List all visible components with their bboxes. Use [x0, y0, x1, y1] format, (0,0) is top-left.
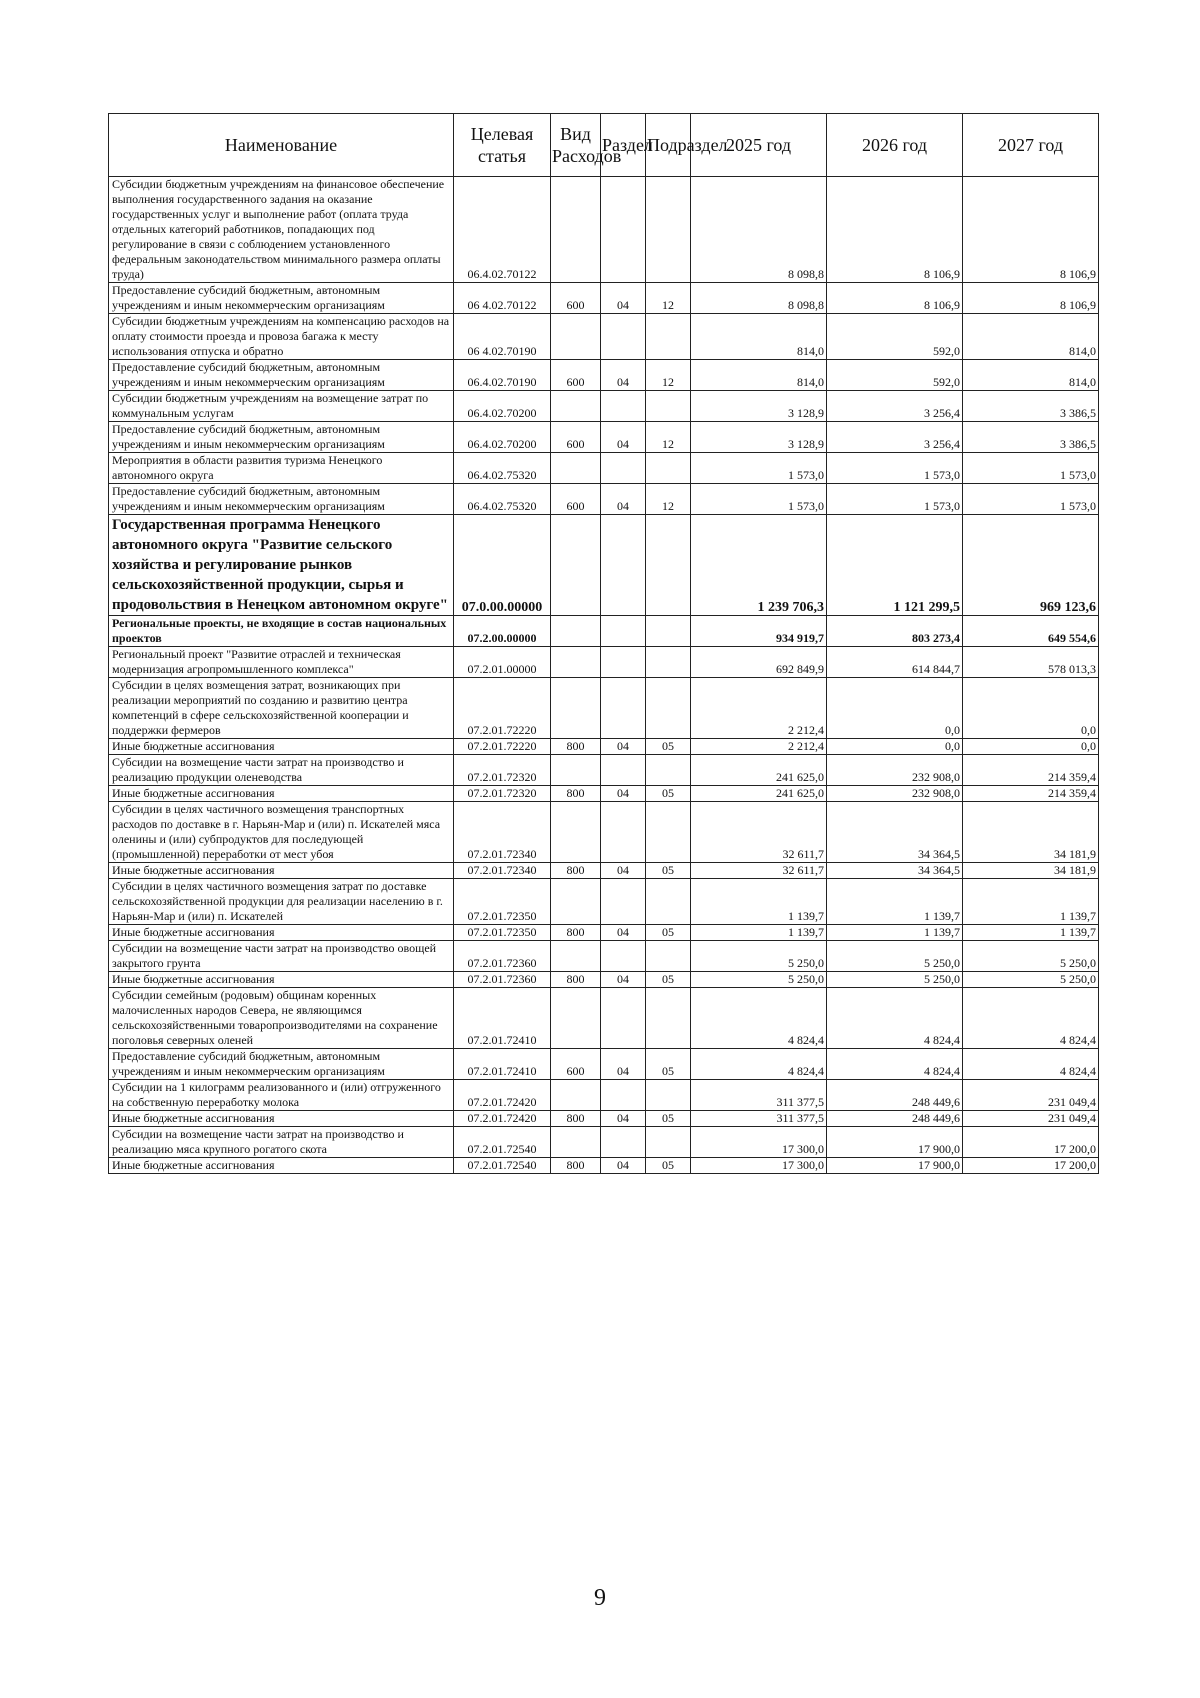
table-row: [109, 863, 1099, 879]
cell-2026: 4 824,4: [827, 988, 963, 1049]
cell-2026: 8 106,9: [827, 283, 963, 314]
table-row: [109, 1080, 1099, 1111]
cell-subsection: [646, 647, 691, 678]
cell-2027: 5 250,0: [963, 972, 1099, 988]
cell-target-code: 07.2.00.00000: [454, 616, 551, 647]
cell-kind: [551, 879, 601, 925]
table-row: [109, 453, 1099, 484]
cell-target-code: 06.4.02.70122: [454, 177, 551, 283]
cell-2025: 2 212,4: [691, 678, 827, 739]
cell-subsection: [646, 755, 691, 786]
cell-2027: 969 123,6: [963, 515, 1099, 616]
cell-subsection: [646, 453, 691, 484]
cell-2026: 232 908,0: [827, 755, 963, 786]
table-row: [109, 678, 1099, 739]
cell-2026: 5 250,0: [827, 972, 963, 988]
cell-2026: 5 250,0: [827, 941, 963, 972]
cell-name: Иные бюджетные ассигнования: [109, 925, 454, 941]
cell-kind: 600: [551, 283, 601, 314]
cell-section: [601, 453, 646, 484]
table-row: [109, 422, 1099, 453]
budget-table: [108, 113, 1099, 1174]
cell-2025: 1 139,7: [691, 925, 827, 941]
cell-subsection: 05: [646, 863, 691, 879]
cell-2027: 3 386,5: [963, 422, 1099, 453]
cell-kind: 800: [551, 863, 601, 879]
cell-kind: [551, 941, 601, 972]
header-2027: 2027 год: [963, 114, 1099, 177]
cell-kind: 800: [551, 1111, 601, 1127]
table-row: [109, 1049, 1099, 1080]
cell-2026: 614 844,7: [827, 647, 963, 678]
cell-section: 04: [601, 739, 646, 755]
cell-2027: 814,0: [963, 360, 1099, 391]
cell-target-code: 06 4.02.70122: [454, 283, 551, 314]
cell-2025: 5 250,0: [691, 972, 827, 988]
cell-target-code: 06.4.02.75320: [454, 484, 551, 515]
cell-2027: 0,0: [963, 739, 1099, 755]
header-2025: 2025 год: [691, 114, 827, 177]
cell-section: 04: [601, 484, 646, 515]
cell-section: 04: [601, 1049, 646, 1080]
cell-2026: 0,0: [827, 678, 963, 739]
cell-target-code: 06.4.02.70190: [454, 360, 551, 391]
cell-2027: 214 359,4: [963, 786, 1099, 802]
cell-2027: 649 554,6: [963, 616, 1099, 647]
cell-kind: [551, 1127, 601, 1158]
cell-name: Предоставление субсидий бюджетным, автономным учреждениям и иным некоммерческим организациям: [109, 360, 454, 391]
cell-section: 04: [601, 422, 646, 453]
cell-subsection: 05: [646, 739, 691, 755]
cell-name: Иные бюджетные ассигнования: [109, 863, 454, 879]
cell-2026: 592,0: [827, 360, 963, 391]
cell-2026: 17 900,0: [827, 1158, 963, 1174]
cell-target-code: 07.0.00.00000: [454, 515, 551, 616]
cell-name: Субсидии семейным (родовым) общинам коренных малочисленных народов Севера, не являющимся сельскохозяйственными товаропроизводителями на сохранение поголовья северных оленей: [109, 988, 454, 1049]
table-row: [109, 802, 1099, 863]
cell-section: 04: [601, 360, 646, 391]
cell-section: 04: [601, 863, 646, 879]
cell-kind: [551, 678, 601, 739]
cell-2025: 1 573,0: [691, 453, 827, 484]
cell-2026: 592,0: [827, 314, 963, 360]
cell-name: Субсидии в целях возмещения затрат, возникающих при реализации мероприятий по созданию и развитию центра компетенций в сфере сельскохозяйственной кооперации и поддержки фермеров: [109, 678, 454, 739]
cell-subsection: [646, 941, 691, 972]
cell-name: Предоставление субсидий бюджетным, автономным учреждениям и иным некоммерческим организациям: [109, 484, 454, 515]
cell-subsection: 12: [646, 360, 691, 391]
cell-2027: 4 824,4: [963, 988, 1099, 1049]
cell-section: [601, 755, 646, 786]
header-kind: Вид Расходов: [551, 114, 601, 177]
cell-2027: 17 200,0: [963, 1127, 1099, 1158]
cell-2025: 1 573,0: [691, 484, 827, 515]
cell-2025: 241 625,0: [691, 786, 827, 802]
cell-2027: 34 181,9: [963, 863, 1099, 879]
cell-2026: 4 824,4: [827, 1049, 963, 1080]
cell-2025: 8 098,8: [691, 177, 827, 283]
cell-target-code: 07.2.01.00000: [454, 647, 551, 678]
cell-2026: 3 256,4: [827, 422, 963, 453]
cell-subsection: [646, 678, 691, 739]
cell-2025: 1 139,7: [691, 879, 827, 925]
cell-2025: 1 239 706,3: [691, 515, 827, 616]
table-row: [109, 1111, 1099, 1127]
cell-target-code: 07.2.01.72360: [454, 941, 551, 972]
cell-name: Государственная программа Ненецкого автономного округа "Развитие сельского хозяйства и регулирование рынков сельскохозяйственной продукции, сырья и продовольствия в Ненецком автономном округе": [109, 515, 454, 616]
cell-2025: 3 128,9: [691, 391, 827, 422]
cell-target-code: 07.2.01.72420: [454, 1111, 551, 1127]
cell-2026: 1 121 299,5: [827, 515, 963, 616]
header-section: Раздел: [601, 114, 646, 177]
cell-section: 04: [601, 1111, 646, 1127]
table-row: [109, 786, 1099, 802]
cell-subsection: 12: [646, 484, 691, 515]
cell-subsection: [646, 1080, 691, 1111]
cell-2025: 241 625,0: [691, 755, 827, 786]
cell-target-code: 07.2.01.72540: [454, 1127, 551, 1158]
cell-2026: 17 900,0: [827, 1127, 963, 1158]
cell-kind: [551, 314, 601, 360]
cell-subsection: 05: [646, 1049, 691, 1080]
table-row: [109, 391, 1099, 422]
cell-subsection: [646, 391, 691, 422]
cell-name: Субсидии на возмещение части затрат на производство и реализацию мяса крупного рогатого скота: [109, 1127, 454, 1158]
cell-2025: 311 377,5: [691, 1080, 827, 1111]
cell-kind: [551, 453, 601, 484]
cell-subsection: [646, 515, 691, 616]
cell-2025: 4 824,4: [691, 988, 827, 1049]
cell-2025: 17 300,0: [691, 1127, 827, 1158]
cell-target-code: 07.2.01.72360: [454, 972, 551, 988]
table-row: [109, 739, 1099, 755]
cell-subsection: 12: [646, 422, 691, 453]
cell-section: [601, 941, 646, 972]
cell-2025: 934 919,7: [691, 616, 827, 647]
cell-kind: [551, 616, 601, 647]
cell-kind: [551, 755, 601, 786]
cell-2025: 692 849,9: [691, 647, 827, 678]
cell-name: Предоставление субсидий бюджетным, автономным учреждениям и иным некоммерческим организациям: [109, 422, 454, 453]
cell-name: Субсидии в целях частичного возмещения транспортных расходов по доставке в г. Нарьян-Мар и (или) п. Искателей мяса оленины и (или) субпродуктов для последующей (промышленной) переработки от мест убоя: [109, 802, 454, 863]
cell-target-code: 06.4.02.75320: [454, 453, 551, 484]
cell-2026: 3 256,4: [827, 391, 963, 422]
table-row: [109, 647, 1099, 678]
cell-2026: 34 364,5: [827, 802, 963, 863]
table-row: [109, 972, 1099, 988]
cell-2025: 814,0: [691, 314, 827, 360]
cell-section: [601, 988, 646, 1049]
header-target: Целевая статья: [454, 114, 551, 177]
cell-subsection: [646, 988, 691, 1049]
cell-2025: 4 824,4: [691, 1049, 827, 1080]
table-row: [109, 755, 1099, 786]
cell-name: Региональный проект "Развитие отраслей и техническая модернизация агропромышленного комплекса": [109, 647, 454, 678]
table-row: [109, 941, 1099, 972]
table-row: [109, 515, 1099, 616]
cell-section: [601, 879, 646, 925]
cell-subsection: [646, 314, 691, 360]
cell-subsection: [646, 177, 691, 283]
cell-2025: 814,0: [691, 360, 827, 391]
cell-name: Предоставление субсидий бюджетным, автономным учреждениям и иным некоммерческим организациям: [109, 1049, 454, 1080]
cell-kind: 800: [551, 739, 601, 755]
cell-kind: 600: [551, 1049, 601, 1080]
cell-kind: [551, 177, 601, 283]
cell-section: [601, 1080, 646, 1111]
cell-kind: 600: [551, 422, 601, 453]
cell-name: Субсидии бюджетным учреждениям на компенсацию расходов на оплату стоимости проезда и провоза багажа к месту использования отпуска и обратно: [109, 314, 454, 360]
cell-name: Субсидии в целях частичного возмещения затрат по доставке сельскохозяйственной продукции для реализации населению в г. Нарьян-Мар и (или) п. Искателей: [109, 879, 454, 925]
cell-2025: 8 098,8: [691, 283, 827, 314]
cell-subsection: 05: [646, 925, 691, 941]
cell-2025: 32 611,7: [691, 802, 827, 863]
cell-2027: 17 200,0: [963, 1158, 1099, 1174]
cell-kind: 800: [551, 972, 601, 988]
cell-kind: [551, 391, 601, 422]
table-row: [109, 1158, 1099, 1174]
cell-2026: 1 573,0: [827, 453, 963, 484]
cell-2025: 2 212,4: [691, 739, 827, 755]
cell-section: [601, 177, 646, 283]
header-name: Наименование: [109, 114, 454, 177]
page-number: 9: [594, 1585, 606, 1611]
cell-2027: 1 573,0: [963, 453, 1099, 484]
cell-2026: 1 139,7: [827, 925, 963, 941]
cell-section: 04: [601, 786, 646, 802]
cell-kind: [551, 802, 601, 863]
cell-2025: 5 250,0: [691, 941, 827, 972]
cell-2026: 248 449,6: [827, 1080, 963, 1111]
cell-target-code: 07.2.01.72410: [454, 988, 551, 1049]
table-row: [109, 1127, 1099, 1158]
table-row: [109, 283, 1099, 314]
cell-2027: 3 386,5: [963, 391, 1099, 422]
table-row: [109, 314, 1099, 360]
cell-target-code: 07.2.01.72220: [454, 678, 551, 739]
cell-target-code: 07.2.01.72320: [454, 786, 551, 802]
header-subsection: Подраздел: [646, 114, 691, 177]
cell-subsection: 05: [646, 972, 691, 988]
cell-kind: 600: [551, 484, 601, 515]
cell-name: Субсидии бюджетным учреждениям на возмещение затрат по коммунальным услугам: [109, 391, 454, 422]
cell-kind: [551, 1080, 601, 1111]
cell-target-code: 07.2.01.72320: [454, 755, 551, 786]
table-row: [109, 484, 1099, 515]
cell-kind: [551, 515, 601, 616]
cell-section: [601, 616, 646, 647]
cell-2027: 231 049,4: [963, 1080, 1099, 1111]
cell-subsection: [646, 616, 691, 647]
cell-section: [601, 391, 646, 422]
cell-name: Иные бюджетные ассигнования: [109, 1158, 454, 1174]
cell-name: Субсидии на возмещение части затрат на производство и реализацию продукции оленеводства: [109, 755, 454, 786]
cell-section: [601, 314, 646, 360]
cell-2025: 17 300,0: [691, 1158, 827, 1174]
cell-target-code: 07.2.01.72220: [454, 739, 551, 755]
cell-section: 04: [601, 972, 646, 988]
cell-name: Иные бюджетные ассигнования: [109, 739, 454, 755]
cell-2027: 1 573,0: [963, 484, 1099, 515]
cell-section: 04: [601, 1158, 646, 1174]
table-row: [109, 616, 1099, 647]
cell-section: [601, 647, 646, 678]
cell-target-code: 07.2.01.72420: [454, 1080, 551, 1111]
cell-subsection: 12: [646, 283, 691, 314]
budget-table-wrapper: [108, 113, 1098, 1174]
cell-2027: 1 139,7: [963, 879, 1099, 925]
cell-2027: 231 049,4: [963, 1111, 1099, 1127]
cell-target-code: 07.2.01.72350: [454, 879, 551, 925]
cell-kind: 800: [551, 786, 601, 802]
cell-section: 04: [601, 925, 646, 941]
table-row: [109, 360, 1099, 391]
cell-kind: 800: [551, 1158, 601, 1174]
cell-2025: 32 611,7: [691, 863, 827, 879]
cell-kind: [551, 647, 601, 678]
cell-2026: 803 273,4: [827, 616, 963, 647]
cell-2027: 814,0: [963, 314, 1099, 360]
cell-subsection: [646, 802, 691, 863]
cell-2027: 0,0: [963, 678, 1099, 739]
cell-2026: 34 364,5: [827, 863, 963, 879]
table-body: [109, 177, 1099, 1174]
cell-2027: 214 359,4: [963, 755, 1099, 786]
cell-subsection: [646, 879, 691, 925]
cell-2026: 8 106,9: [827, 177, 963, 283]
cell-name: Иные бюджетные ассигнования: [109, 972, 454, 988]
cell-2026: 1 573,0: [827, 484, 963, 515]
cell-name: Субсидии бюджетным учреждениям на финансовое обеспечение выполнения государственного задания на оказание государственных услуг и выполнение работ (оплата труда отдельных категорий работников, попадающих под регулирование в связи с соблюдением установленного федеральным законодательством минимального размера оплаты труда): [109, 177, 454, 283]
cell-2026: 232 908,0: [827, 786, 963, 802]
header-2026: 2026 год: [827, 114, 963, 177]
cell-2027: 5 250,0: [963, 941, 1099, 972]
cell-2027: 8 106,9: [963, 283, 1099, 314]
cell-name: Субсидии на 1 килограмм реализованного и (или) отгруженного на собственную переработку молока: [109, 1080, 454, 1111]
table-header: [109, 114, 1099, 177]
cell-2027: 1 139,7: [963, 925, 1099, 941]
cell-2026: 0,0: [827, 739, 963, 755]
cell-2027: 34 181,9: [963, 802, 1099, 863]
cell-name: Иные бюджетные ассигнования: [109, 786, 454, 802]
cell-section: [601, 802, 646, 863]
cell-name: Субсидии на возмещение части затрат на производство овощей закрытого грунта: [109, 941, 454, 972]
cell-kind: [551, 988, 601, 1049]
cell-kind: 800: [551, 925, 601, 941]
cell-target-code: 07.2.01.72410: [454, 1049, 551, 1080]
table-row: [109, 925, 1099, 941]
cell-2025: 311 377,5: [691, 1111, 827, 1127]
cell-target-code: 06.4.02.70200: [454, 422, 551, 453]
table-row: [109, 879, 1099, 925]
cell-2025: 3 128,9: [691, 422, 827, 453]
cell-subsection: [646, 1127, 691, 1158]
cell-subsection: 05: [646, 1158, 691, 1174]
cell-name: Предоставление субсидий бюджетным, автономным учреждениям и иным некоммерческим организациям: [109, 283, 454, 314]
table-row: [109, 177, 1099, 283]
cell-subsection: 05: [646, 1111, 691, 1127]
cell-2026: 1 139,7: [827, 879, 963, 925]
cell-target-code: 07.2.01.72340: [454, 802, 551, 863]
cell-target-code: 07.2.01.72540: [454, 1158, 551, 1174]
cell-section: 04: [601, 283, 646, 314]
cell-2027: 578 013,3: [963, 647, 1099, 678]
cell-target-code: 07.2.01.72340: [454, 863, 551, 879]
cell-section: [601, 678, 646, 739]
cell-2027: 4 824,4: [963, 1049, 1099, 1080]
cell-target-code: 06 4.02.70190: [454, 314, 551, 360]
table-row: [109, 988, 1099, 1049]
cell-target-code: 06.4.02.70200: [454, 391, 551, 422]
cell-section: [601, 515, 646, 616]
cell-2027: 8 106,9: [963, 177, 1099, 283]
cell-name: Региональные проекты, не входящие в состав национальных проектов: [109, 616, 454, 647]
cell-name: Мероприятия в области развития туризма Ненецкого автономного округа: [109, 453, 454, 484]
cell-target-code: 07.2.01.72350: [454, 925, 551, 941]
cell-section: [601, 1127, 646, 1158]
cell-2026: 248 449,6: [827, 1111, 963, 1127]
cell-kind: 600: [551, 360, 601, 391]
cell-name: Иные бюджетные ассигнования: [109, 1111, 454, 1127]
cell-subsection: 05: [646, 786, 691, 802]
